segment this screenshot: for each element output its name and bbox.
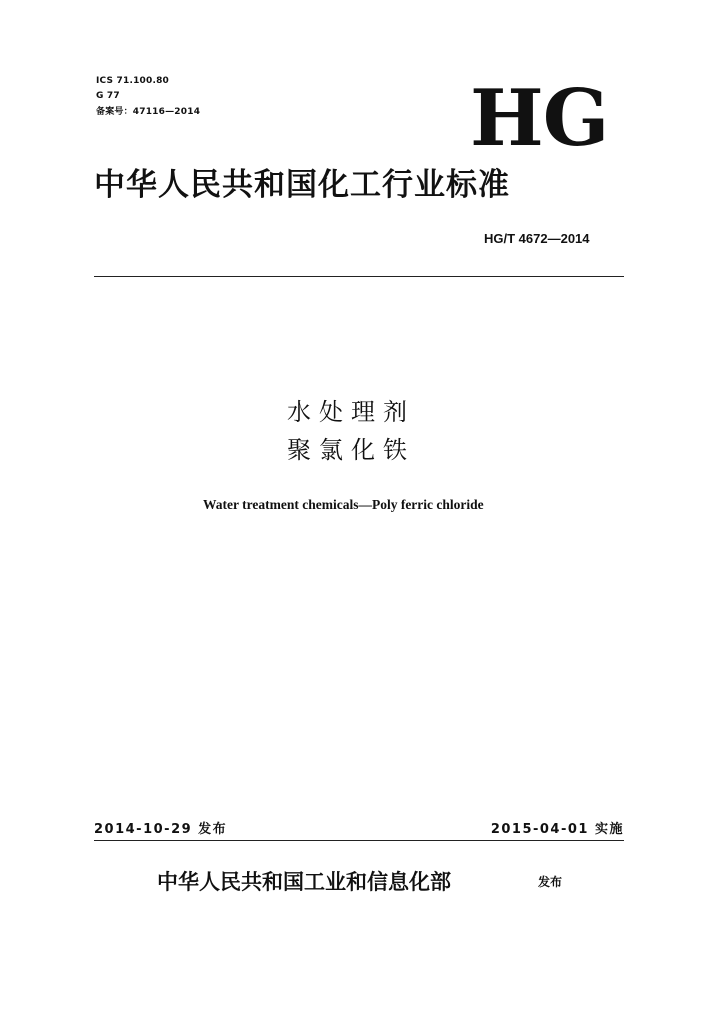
title-zh-line1: 水处理剂 bbox=[287, 398, 415, 426]
top-divider bbox=[94, 276, 624, 277]
implementation-date: 2015-04-01 实施 bbox=[490, 822, 624, 837]
standard-number: HG/T 4672—2014 bbox=[484, 231, 590, 246]
standard-category: 中华人民共和国化工行业标准 bbox=[94, 167, 510, 203]
title-en: Water treatment chemicals—Poly ferric chloride bbox=[203, 497, 484, 512]
publish-label: 发布 bbox=[538, 875, 563, 889]
issue-date: 2014-10-29 发布 bbox=[94, 822, 228, 837]
record-number: 备案号：47116—2014 bbox=[96, 107, 201, 117]
hg-logo: HG bbox=[470, 73, 609, 164]
bottom-divider bbox=[94, 840, 624, 841]
publisher-name: 中华人民共和国工业和信息化部 bbox=[157, 870, 451, 894]
ics-code: ICS 71.100.80 bbox=[96, 76, 170, 86]
ccs-code: G 77 bbox=[96, 91, 120, 101]
title-zh-line2: 聚氯化铁 bbox=[287, 436, 415, 464]
